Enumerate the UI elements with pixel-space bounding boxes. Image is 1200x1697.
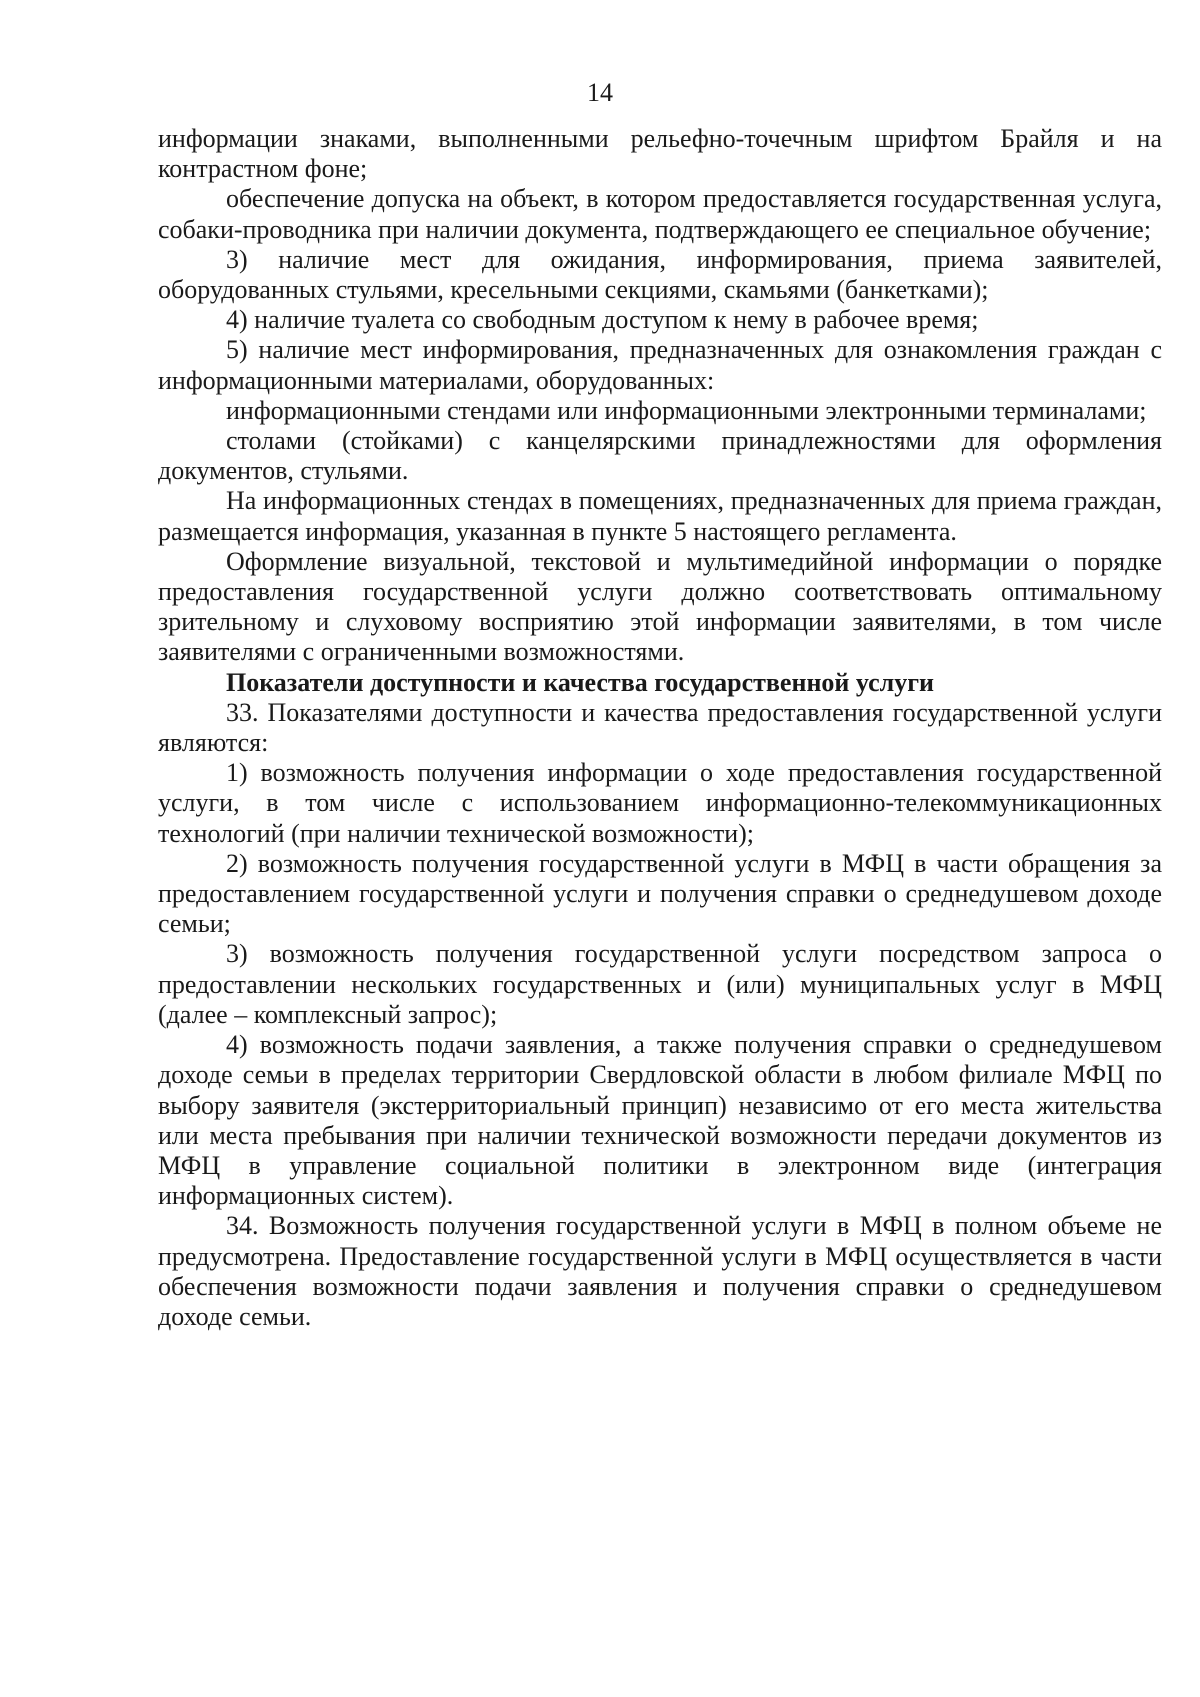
paragraph: На информационных стендах в помещениях, предназначенных для приема граждан, размещается информация, указанная в пункте 5 настоящего регламента. [158, 486, 1162, 546]
paragraph: обеспечение допуска на объект, в котором предоставляется государственная услуга, собаки-проводника при наличии документа, подтверждающего ее специальное обучение; [158, 184, 1162, 244]
paragraph: информации знаками, выполненными рельефно-точечным шрифтом Брайля и на контрастном фоне; [158, 124, 1162, 184]
paragraph: 33. Показателями доступности и качества предоставления государственной услуги являются: [158, 697, 1162, 758]
paragraph: Оформление визуальной, текстовой и мультимедийной информации о порядке предоставления государственной услуги должно соответствовать оптимальному зрительному и слуховому восприятию этой информации заявителями, в том числе заявителями с ограниченными возможностями. [158, 546, 1162, 667]
paragraph: 1) возможность получения информации о ходе предоставления государственной услуги, в том числе с использованием информационно-телекоммуникационных технологий (при наличии технической возможности); [158, 758, 1162, 848]
paragraph: столами (стойками) с канцелярскими принадлежностями для оформления документов, стульями. [158, 426, 1162, 486]
paragraph: 4) наличие туалета со свободным доступом к нему в рабочее время; [226, 305, 979, 335]
paragraph: 3) наличие мест для ожидания, информирования, приема заявителей, оборудованных стульями, кресельными секциями, скамьями (банкетками); [158, 244, 1162, 305]
section-heading: Показатели доступности и качества государственной услуги [226, 667, 935, 697]
document-body [158, 124, 1162, 1332]
paragraph: информационными стендами или информационными электронными терминалами; [226, 395, 1147, 425]
paragraph: 3) возможность получения государственной услуги посредством запроса о предоставлении нескольких государственных и (или) муниципальных услуг в МФЦ (далее – комплексный запрос); [158, 939, 1162, 1029]
paragraph: 34. Возможность получения государственной услуги в МФЦ в полном объеме не предусмотрена. Предоставление государственной услуги в МФЦ осуществляется в части обеспечения возможности подачи заявления и получения справки о среднедушевом доходе семьи. [158, 1211, 1162, 1331]
paragraph: 2) возможность получения государственной услуги в МФЦ в части обращения за предоставлением государственной услуги и получения справки о среднедушевом доходе семьи; [158, 848, 1162, 939]
page-number: 14 [587, 78, 613, 107]
paragraph: 5) наличие мест информирования, предназначенных для ознакомления граждан с информационными материалами, оборудованных: [158, 335, 1162, 395]
paragraph: 4) возможность подачи заявления, а также получения справки о среднедушевом доходе семьи в пределах территории Свердловской области в любом филиале МФЦ по выбору заявителя (экстерриториальный принцип) независимо от его места жительства или места пребывания при наличии технической возможности передачи документов из МФЦ в управление социальной политики в электронном виде (интеграция информационных систем). [158, 1030, 1162, 1211]
